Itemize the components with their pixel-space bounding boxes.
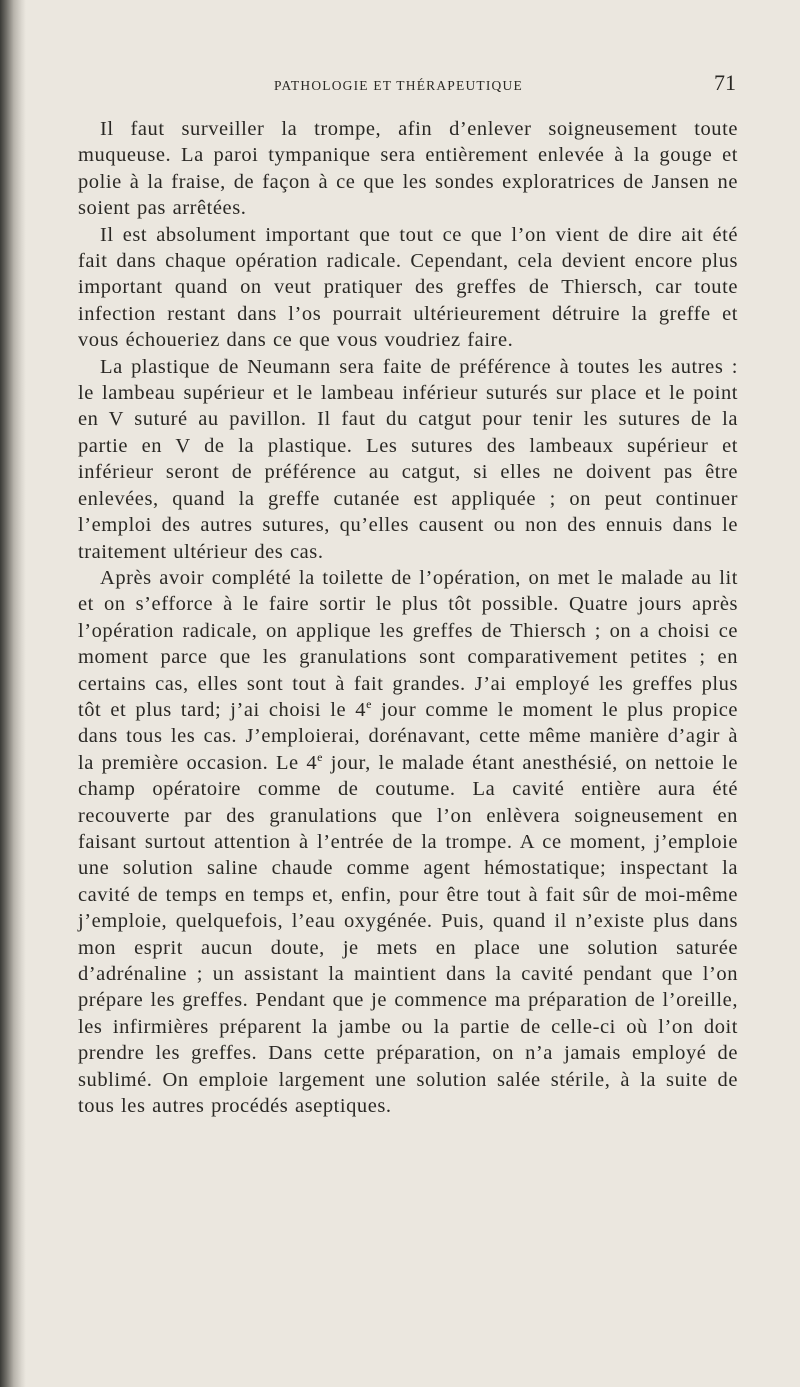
body-text [78, 116, 738, 1119]
page-number: 71 [714, 70, 736, 95]
paragraph-4 [78, 565, 738, 1120]
ordinal-suffix: e [317, 749, 324, 764]
page-header [78, 70, 738, 98]
paragraph-3: La plastique de Neumann sera faite de préférence à toutes les autres : le lambeau supérieur et le lambeau inférieur suturés sur place et le point en V suturé au pavillon. Il faut du catgut pour tenir les sutures de la partie en V de la plastique. Les sutures des lambeaux supérieur et inférieur seront de préférence au catgut, si elles ne doivent pas être enlevées, quand la greffe cutanée est appliquée ; on peut continuer l’emploi des autres sutures, qu’elles causent ou non des ennuis dans le traitement ultérieur des cas. [78, 355, 738, 563]
binding-shadow [0, 0, 26, 1387]
paragraph-4-part-3: jour, le malade étant anesthésié, on nettoie le champ opératoire comme de coutume. La cavité entière aura été recouverte par des granulations que l’on enlèvera soigneusement en faisant surtout attention à l’entrée de la trompe. A ce moment, j’emploie une solution saline chaude comme agent hémostatique; inspectant la cavité de temps en temps et, enfin, pour être tout à fait sûr de moi-même j’emploie, quelquefois, l’eau oxygénée. Puis, quand il n’existe plus dans mon esprit aucun doute, je mets en place une solution saturée d’adrénaline ; un assistant la maintient dans la cavité pendant que l’on prépare les greffes. Pendant que je commence ma préparation de l’oreille, les infirmières préparent la jambe ou la partie de celle-ci où l’on doit prendre les greffes. Dans cette préparation, on n’a jamais employé de sublimé. On emploie largement une solution salée stérile, à la suite de tous les autres procédés aseptiques. [78, 751, 738, 1118]
paragraph-1: Il faut surveiller la trompe, afin d’enlever soigneusement toute muqueuse. La paroi tympanique sera entièrement enlevée à la gouge et polie à la fraise, de façon à ce que les sondes exploratrices de Jansen ne soient pas arrêtées. [78, 118, 738, 220]
paragraph-4-part-1: Après avoir complété la toilette de l’opération, on met le malade au lit et on s’efforce à le faire sortir le plus tôt possible. Quatre jours après l’opération radicale, on applique les greffes de Thiersch ; on a choisi ce moment parce que les granulations sont comparativement petites ; en certains cas, elles sont tout à fait grandes. J’ai employé les greffes plus tôt et plus tard; j’ai choisi le 4 [78, 566, 738, 721]
running-title: PATHOLOGIE ET THÉRAPEUTIQUE [274, 78, 523, 93]
ordinal-suffix: e [366, 697, 372, 712]
paragraph-4-part-2: jour comme le moment le plus propice dans tous les cas. J’emploierai, dorénavant, cette même manière d’agir à la première occasion. Le 4 [78, 698, 738, 774]
paragraph-2: Il est absolument important que tout ce que l’on vient de dire ait été fait dans chaque opération radicale. Cependant, cela devient encore plus important quand on veut pratiquer des greffes de Thiersch, car toute infection restant dans l’os pourrait ultérieurement détruire la greffe et vous échoueriez dans ce que vous voudriez faire. [78, 223, 738, 352]
